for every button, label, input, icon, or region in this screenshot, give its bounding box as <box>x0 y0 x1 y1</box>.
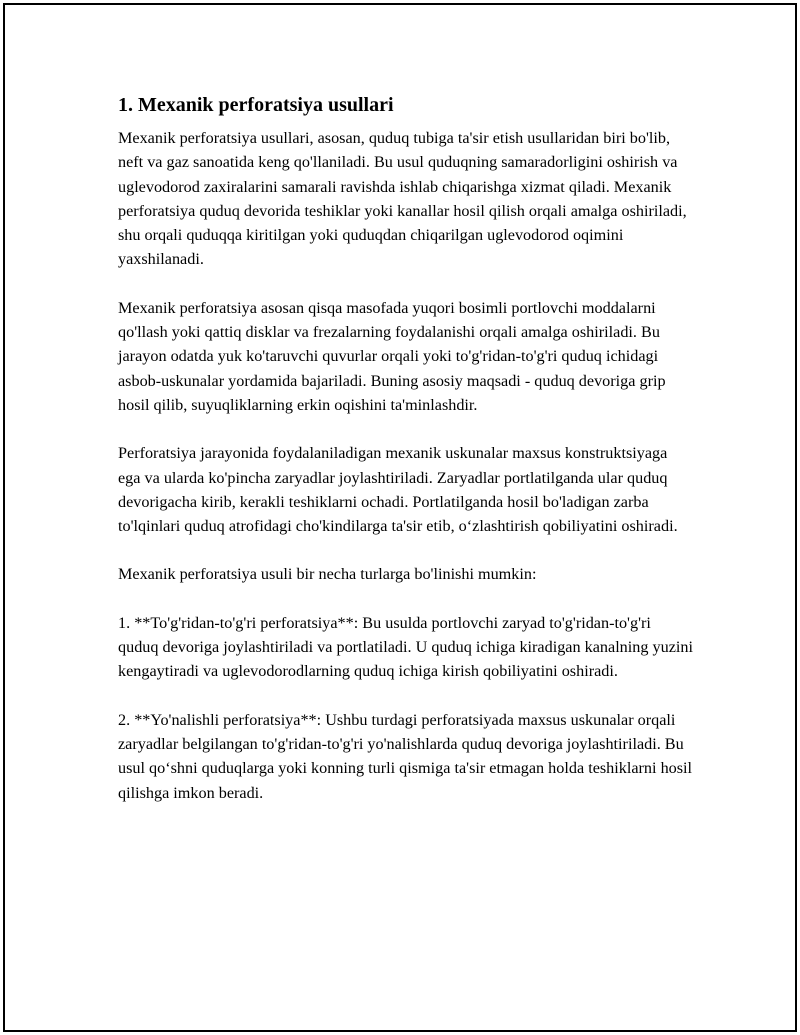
section-heading: 1. Mexanik perforatsiya usullari <box>118 94 394 116</box>
paragraph-equipment: Perforatsiya jarayonida foydalaniladigan mexanik uskunalar maxsus konstruktsiyaga ega va ularda ko'pincha zaryadlar joylashtiriladi. Zaryadlar portlatilganda ular quduq devorigacha kirib, kerakli teshiklarni ochadi. Portlatilganda hosil bo'ladigan zarba to'lqinlari quduq atrofidagi cho'kindilarga ta'sir etib, o‘zlashtirish qobiliyatini oshiradi. <box>118 444 678 536</box>
paragraph-types-intro: Mexanik perforatsiya usuli bir necha turlarga bo'linishi mumkin: <box>118 565 537 584</box>
document-body <box>118 92 693 805</box>
list-item-directional-perforation: 2. **Yo'nalishli perforatsiya**: Ushbu turdagi perforatsiyada maxsus uskunalar orqali zaryadlar belgilangan to'g'ridan-to'g'ri yo'nalishlarda quduq devoriga joylashtiriladi. Bu usul qo‘shni quduqlarga yoki konning turli qismiga ta'sir etmagan holda teshiklarni hosil qilishga imkon beradi. <box>118 710 693 802</box>
paragraph-process: Mexanik perforatsiya asosan qisqa masofada yuqori bosimli portlovchi moddalarni qo'llash yoki qattiq disklar va frezalarning foydalanishi orqali amalga oshiriladi. Bu jarayon odatda yuk ko'taruvchi quvurlar orqali yoki to'g'ridan-to'g'ri quduq ichidagi asbob-uskunalar yordamida bajariladi. Buning asosiy maqsadi - quduq devoriga grip hosil qilib, suyuqliklarning erkin oqishini ta'minlashdir. <box>118 298 666 414</box>
paragraph-intro: Mexanik perforatsiya usullari, asosan, quduq tubiga ta'sir etish usullaridan biri bo'lib, neft va gaz sanoatida keng qo'llaniladi. Bu usul quduqning samaradorligini oshirish va uglevodorod zaxiralarini samarali ravishda ishlab chiqarishga xizmat qiladi. Mexanik perforatsiya quduq devorida teshiklar yoki kanallar hosil qilish orqali amalga oshiriladi, shu orqali quduqqa kiritilgan yoki quduqdan chiqarilgan uglevodorod oqimini yaxshilanadi. <box>118 129 687 269</box>
list-item-direct-perforation: 1. **To'g'ridan-to'g'ri perforatsiya**: Bu usulda portlovchi zaryad to'g'ridan-to'g'ri quduq devoriga joylashtiriladi va portlatiladi. U quduq ichiga kiradigan kanalning yuzini kengaytiradi va uglevodorodlarning quduq ichiga kirish qobiliyatini oshiradi. <box>118 613 693 681</box>
